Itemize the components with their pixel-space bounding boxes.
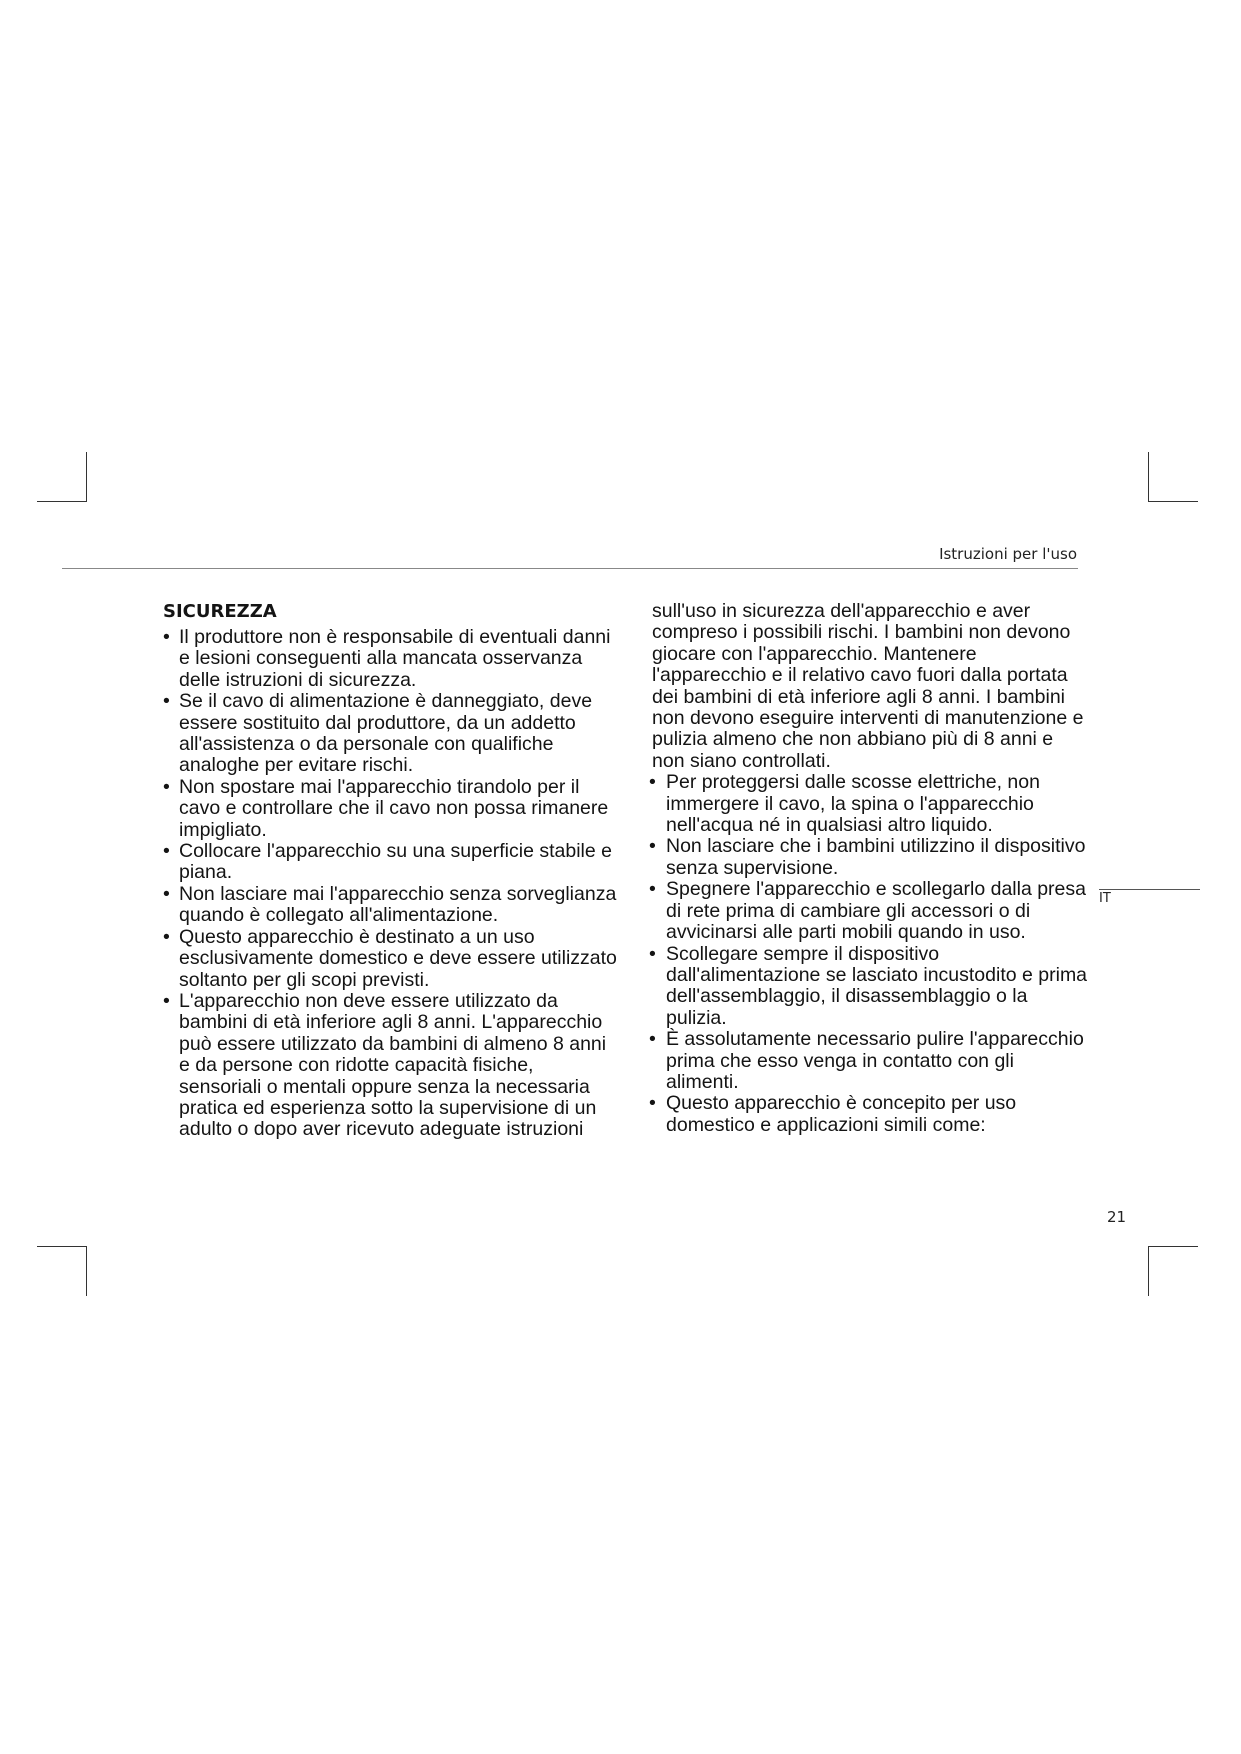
- safety-list-right: [649, 772, 1089, 1136]
- list-item: • Scollegare sempre il dispositivo dall'alimentazione se lasciato incustodito e prima dell'assemblaggio, il disassemblaggio o la pulizia.: [649, 944, 1089, 1030]
- list-item: • Spegnere l'apparecchio e scollegarlo dalla presa di rete prima di cambiare gli accessori o di avvicinarsi alle parti mobili quando in uso.: [649, 879, 1089, 943]
- crop-mark-bottom-left-horizontal: [37, 1246, 87, 1247]
- list-item: • Non lasciare che i bambini utilizzino il dispositivo senza supervisione.: [649, 836, 1089, 879]
- crop-mark-bottom-right-vertical: [1148, 1246, 1149, 1296]
- crop-mark-top-right-horizontal: [1148, 501, 1198, 502]
- crop-mark-bottom-left-vertical: [86, 1246, 87, 1296]
- list-item: • Collocare l'apparecchio su una superficie stabile e piana.: [163, 841, 618, 884]
- list-item: • È assolutamente necessario pulire l'apparecchio prima che esso venga in contatto con gli alimenti.: [649, 1029, 1089, 1093]
- safety-list-left: [163, 627, 618, 1141]
- left-column: [163, 601, 618, 1141]
- list-item: • Per proteggersi dalle scosse elettriche, non immergere il cavo, la spina o l'apparecchio nell'acqua né in qualsiasi altro liquido.: [649, 772, 1089, 836]
- crop-mark-top-right-vertical: [1148, 452, 1149, 502]
- list-item: • Questo apparecchio è destinato a un uso esclusivamente domestico e deve essere utilizzato soltanto per gli scopi previsti.: [163, 927, 618, 991]
- list-item: • Non spostare mai l'apparecchio tirandolo per il cavo e controllare che il cavo non possa rimanere impigliato.: [163, 777, 618, 841]
- list-item: • Non lasciare mai l'apparecchio senza sorveglianza quando è collegato all'alimentazione.: [163, 884, 618, 927]
- list-item: • Il produttore non è responsabile di eventuali danni e lesioni conseguenti alla mancata osservanza delle istruzioni di sicurezza.: [163, 627, 618, 691]
- right-column: [649, 601, 1089, 1136]
- page-number: 21: [1107, 1208, 1127, 1226]
- continuation-paragraph: sull'uso in sicurezza dell'apparecchio e aver compreso i possibili rischi. I bambini non devono giocare con l'apparecchio. Mantenere l'apparecchio e il relativo cavo fuori dalla portata dei bambini di età inferiore agli 8 anni. I bambini non devono eseguire interventi di manutenzione e pulizia almeno che non abbiano più di 8 anni e non siano controllati.: [652, 600, 1084, 772]
- header-rule: [62, 568, 1078, 569]
- crop-mark-top-left-horizontal: [37, 501, 87, 502]
- crop-mark-bottom-right-horizontal: [1148, 1246, 1198, 1247]
- crop-mark-top-left-vertical: [86, 452, 87, 502]
- list-item: • L'apparecchio non deve essere utilizzato da bambini di età inferiore agli 8 anni. L'apparecchio può essere utilizzato da bambini di almeno 8 anni e da persone con ridotte capacità fisiche, sensoriali o mentali oppure senza la necessaria pratica ed esperienza sotto la supervisione di un adulto o dopo aver ricevuto adeguate istruzioni: [163, 991, 618, 1141]
- section-title: SICUREZZA: [163, 601, 277, 622]
- language-tab: IT: [1099, 889, 1200, 906]
- list-item: • Se il cavo di alimentazione è danneggiato, deve essere sostituito dal produttore, da un addetto all'assistenza o da personale con qualifiche analoghe per evitare rischi.: [163, 691, 618, 777]
- header-title: Istruzioni per l'uso: [939, 545, 1077, 563]
- list-item: • Questo apparecchio è concepito per uso domestico e applicazioni simili come:: [649, 1093, 1089, 1136]
